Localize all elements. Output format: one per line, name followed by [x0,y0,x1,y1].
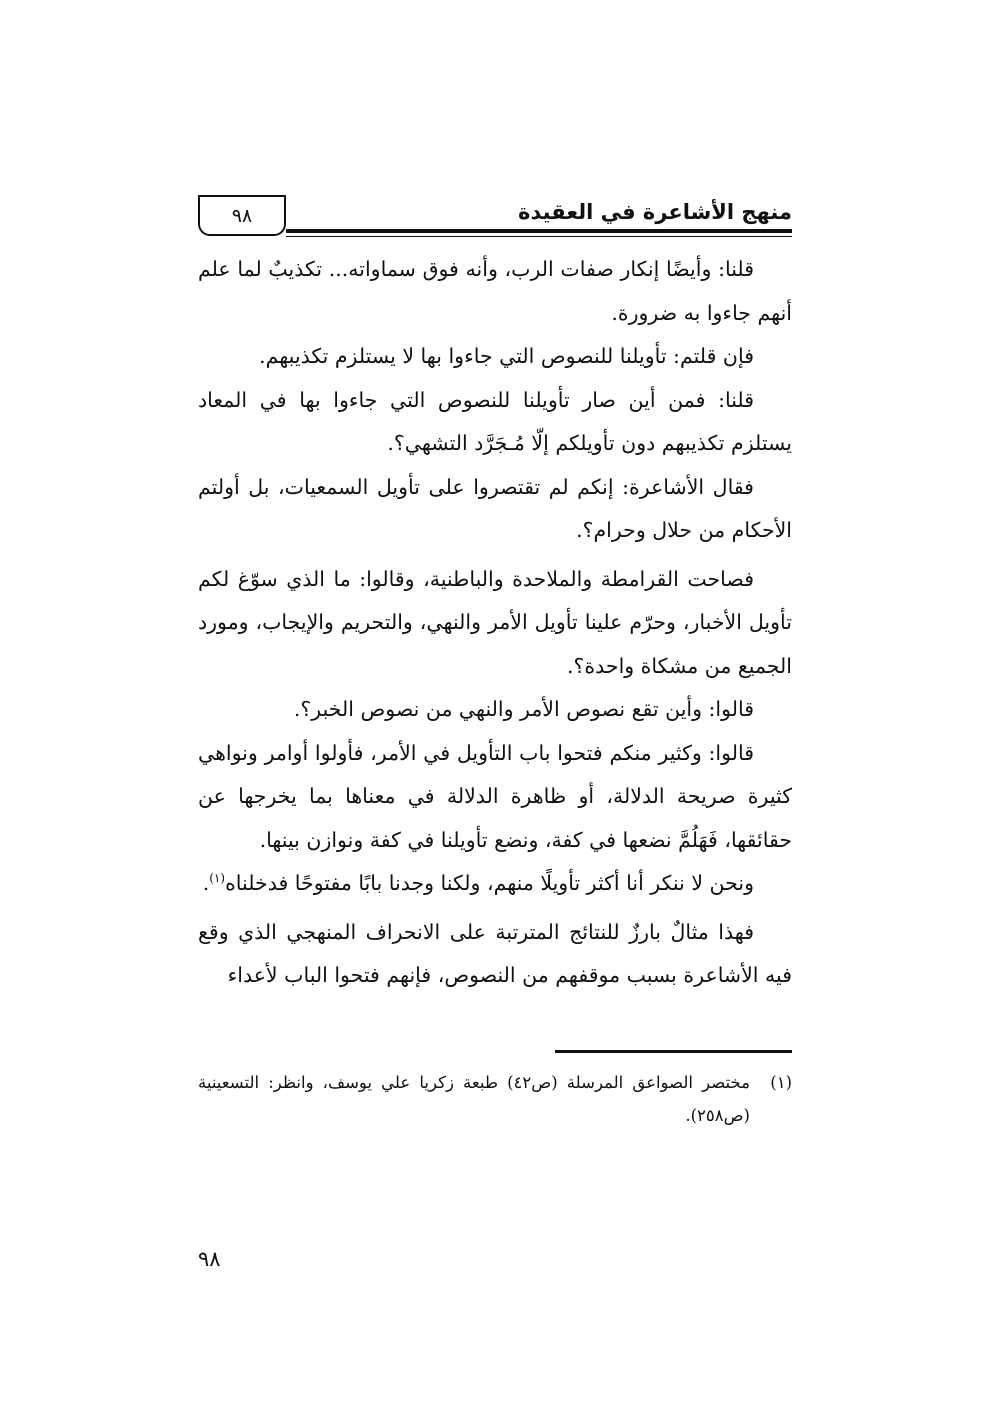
paragraph-8-end: . [202,871,210,895]
paragraph-4: فقال الأشاعرة: إنكم لم تقتصروا على تأويل السمعيات، بل أولتم الأحكام من حلال وحرام؟. [198,474,792,542]
footer-page-number: ٩٨ [198,1247,221,1271]
paragraph-7: قالوا: وكثير منكم فتحوا باب التأويل في الأمر، فأولوا أوامر ونواهي كثيرة صريحة الدلالة، أو ظاهرة الدلالة في معناها بما يخرجها عن حقائقها، فَهَلُمَّ نضعها في كفة، ونضع تأويلنا في كفة ونوازن بينها. [198,740,792,852]
footnote-reference[interactable]: (١) [209,871,226,886]
paragraph-2: فإن قلتم: تأويلنا للنصوص التي جاءوا بها لا يستلزم تكذيبهم. [259,344,754,368]
header-rule-thin [286,236,792,237]
paragraph-1: قلنا: وأيضًا إنكار صفات الرب، وأنه فوق سماواته... تكذيبٌ لما علم أنهم جاءوا به ضرورة. [198,257,792,325]
paragraph-8 [198,862,792,906]
footnote-item [198,1066,792,1132]
page-header [198,192,792,244]
paragraph-3: قلنا: فمن أين صار تأويلنا للنصوص التي جاءوا بها في المعاد يستلزم تكذيبهم دون تأويلكم إلّا مُـجَرَّد التشهي؟. [198,387,792,455]
footnote-number: (١) [770,1073,792,1092]
paragraph-8-text: ونحن لا ننكر أنا أكثر تأويلًا منهم، ولكنا وجدنا بابًا مفتوحًا فدخلناه [225,871,754,895]
header-page-number: ٩٨ [198,195,286,236]
footnotes [198,1066,792,1132]
footnote-text: مختصر الصواعق المرسلة (ص٤٢) طبعة زكريا علي يوسف، وانظر: التسعينية (ص٢٥٨). [198,1073,750,1125]
paragraph-9: فهذا مثالٌ بارزٌ للنتائج المترتبة على الانحراف المنهجي الذي وقع فيه الأشاعرة بسبب موقفهم من النصوص، فإنهم فتحوا الباب لأعداء [198,919,792,987]
header-rule-thick [286,229,792,233]
body-text [198,248,792,998]
footnote-separator [555,1050,792,1053]
running-title: منهج الأشاعرة في العقيدة [518,200,792,224]
paragraph-5: فصاحت القرامطة والملاحدة والباطنية، وقالوا: ما الذي سوّغ لكم تأويل الأخبار، وحرّم علينا تأويل الأمر والنهي، والتحريم والإيجاب، ومورد الجميع من مشكاة واحدة؟. [198,566,792,678]
paragraph-6: قالوا: وأين تقع نصوص الأمر والنهي من نصوص الخبر؟. [293,697,754,721]
